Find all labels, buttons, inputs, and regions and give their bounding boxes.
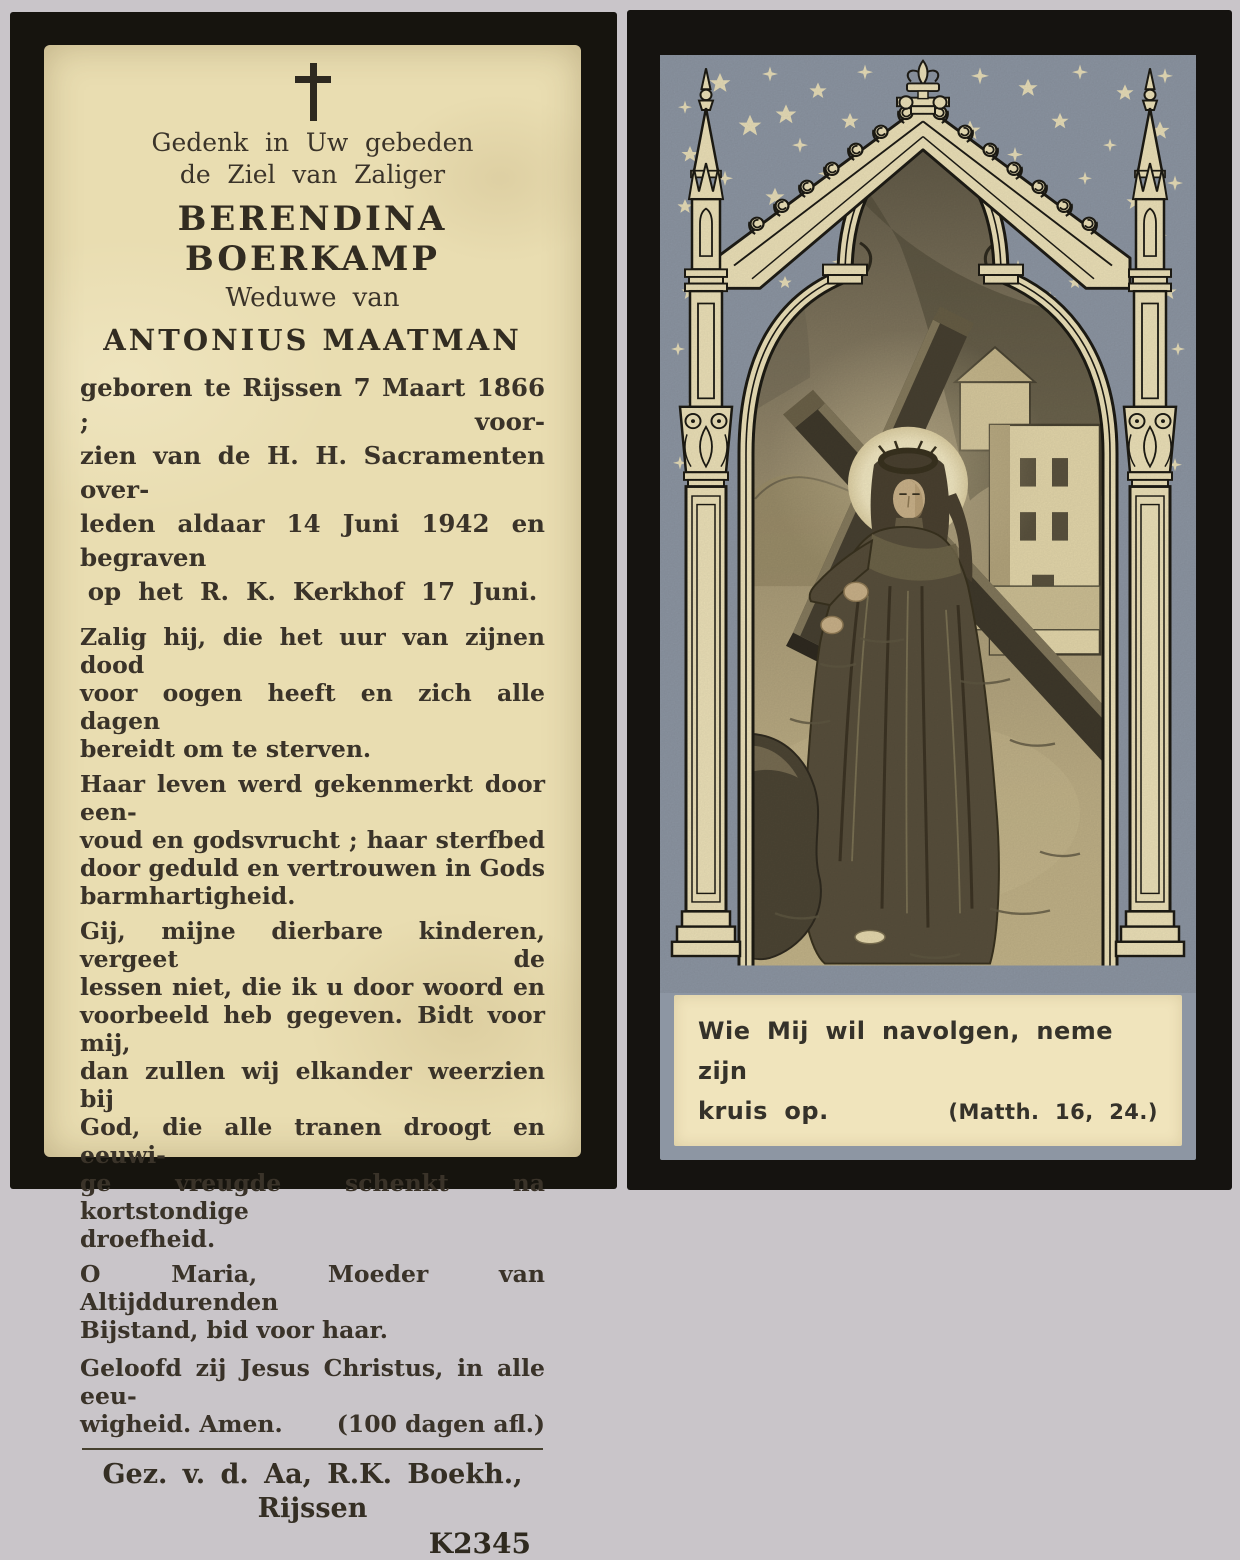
memorial-text-line: voorbeeld heb gegeven. Bidt voor mij, [80,1001,545,1057]
indulgence-note: (100 dagen afl.) [336,1410,545,1438]
memorial-text-line: door geduld en vertrouwen in Gods [80,854,545,882]
vitals-line: zien van de H. H. Sacramenten over- [80,441,545,504]
scripture-caption [674,995,1182,1146]
memorial-paragraph [80,917,545,1253]
memorial-text-line: Zalig hij, die het uur van zijnen dood [80,623,545,679]
blessing-line-left: wigheid. Amen. [80,1410,283,1438]
print-code: K2345 [428,1527,531,1560]
memorial-text-line: dan zullen wij elkander weerzien bij [80,1057,545,1113]
memorial-text-line: Haar leven werd gekenmerkt door een- [80,770,545,826]
memorial-card [44,45,581,1560]
vitals-line: leden aldaar 14 Juni 1942 en begraven [80,509,545,572]
memorial-paragraph [80,1260,545,1344]
memorial-text-line: Gij, mijne dierbare kinderen, vergeet de [80,917,545,973]
holy-card-illustration [660,55,1196,993]
scripture-reference: (Matth. 16, 24.) [948,1100,1158,1124]
memorial-text-line: barmhartigheid. [80,882,296,910]
holy-card-panel [627,10,1232,1190]
divider-rule [82,1448,543,1450]
caption-line-2: kruis op. [698,1097,829,1125]
memorial-text-line: O Maria, Moeder van Altijddurenden [80,1260,545,1316]
spouse-name: ANTONIUS MAATMAN [103,323,522,357]
vitals-block [80,371,545,609]
vitals-line: op het R. K. Kerkhof 17 Juni. [87,577,538,606]
intro-line: de Ziel van Zaliger [179,160,446,189]
memorial-text [80,623,545,1351]
blessing-block [80,1354,545,1438]
memorial-text-line: bereidt om te sterven. [80,735,372,763]
print-grain [660,55,1196,993]
memorial-text-line: God, die alle tranen droogt en eeuwi- [80,1113,545,1169]
memorial-paragraph [80,770,545,910]
memorial-text-line: ge vreugde schenkt na kortstondige [80,1169,545,1225]
memorial-text-line: droefheid. [80,1225,216,1253]
memorial-text-line: Bijstand, bid voor haar. [80,1316,388,1344]
memorial-text-line: voor oogen heeft en zich alle dagen [80,679,545,735]
deceased-name: BERENDINA BOERKAMP [177,199,448,279]
card-footer [80,1438,545,1560]
gothic-arch-scene [660,55,1196,993]
holy-card-frame [660,55,1196,1160]
widow-of-label: Weduwe van [225,283,400,313]
intro-line: Gedenk in Uw gebeden [151,128,474,157]
vitals-line: geboren te Rijssen 7 Maart 1866 ; voor- [80,373,545,436]
caption-line-1: Wie Mij wil navolgen, neme zijn [698,1017,1114,1085]
memorial-paragraph [80,623,545,763]
memorial-text-line: lessen niet, die ik u door woord en [80,973,545,1001]
blessing-line: Geloofd zij Jesus Christus, in alle eeu- [80,1354,545,1410]
memorial-text-line: voud en godsvrucht ; haar sterfbed [80,826,545,854]
publisher-line: Gez. v. d. Aa, R.K. Boekh., Rijssen [102,1459,523,1524]
intro-lines [80,127,545,191]
latin-cross-icon [80,63,545,121]
memorial-card-panel [10,12,617,1560]
